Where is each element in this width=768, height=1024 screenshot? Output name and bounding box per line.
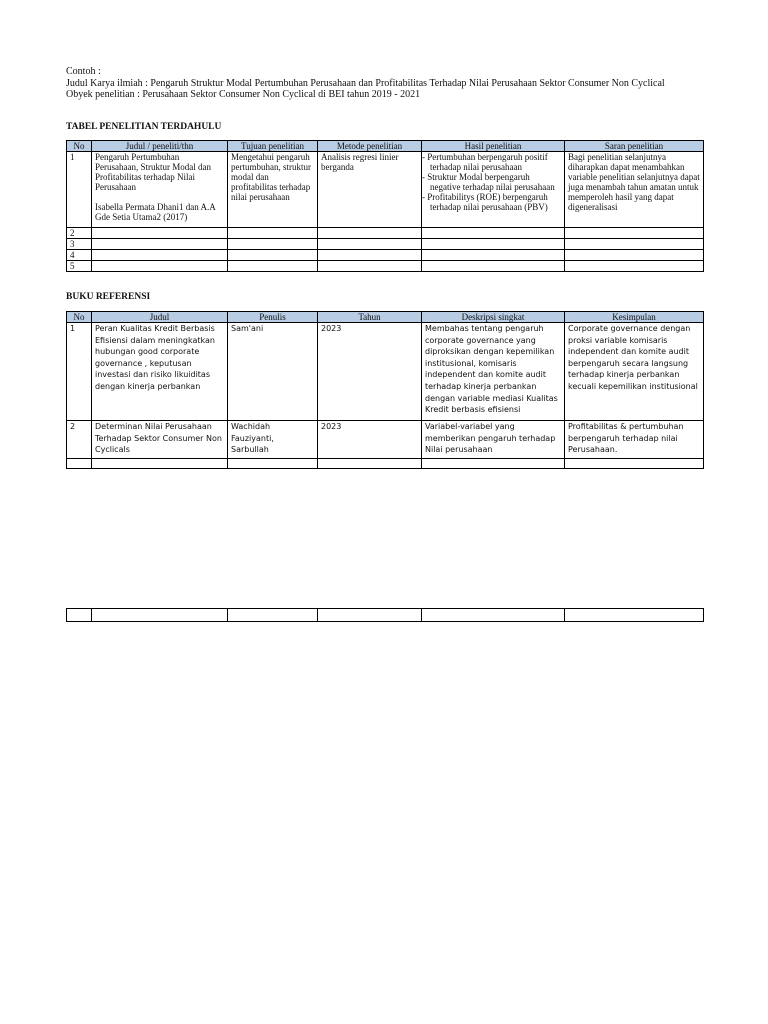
header-no: No — [67, 141, 92, 152]
table-row — [67, 152, 704, 228]
cell-no: 5 — [67, 261, 92, 272]
cell-judul — [92, 152, 228, 228]
cell-deskripsi: Variabel-variabel yang memberikan pengaruh terhadap Nilai perusahaan — [422, 421, 565, 459]
cell-penulis: Sam'ani — [228, 323, 318, 421]
cell-tujuan: Mengetahui pengaruh pertumbuhan, struktur modal dan profitabilitas terhadap nilai perusahaan — [228, 152, 318, 228]
result-item-cont: negative terhadap nilai perusahaan — [430, 182, 555, 192]
cell-kesimpulan: Profitabilitas & pertumbuhan berpengaruh terhadap nilai Perusahaan. — [565, 421, 704, 459]
cell-tahun: 2023 — [318, 421, 422, 459]
cell-no: 2 — [67, 421, 92, 459]
table-row — [67, 459, 704, 469]
result-item-cont: terhadap nilai perusahaan — [430, 162, 522, 172]
research-title: Pengaruh Pertumbuhan Perusahaan, Struktur Modal dan Profitabilitas terhadap Nilai Perusahaan — [95, 152, 211, 192]
table-row — [67, 261, 704, 272]
cell-penulis: Wachidah Fauziyanti, Sarbullah — [228, 421, 318, 459]
header-judul: Judul — [92, 312, 228, 323]
header-saran: Saran penelitian — [565, 141, 704, 152]
result-item: - Struktur Modal berpengaruh — [422, 172, 530, 182]
previous-research-table — [66, 140, 704, 272]
header-kesimpulan: Kesimpulan — [565, 312, 704, 323]
cell-metode: Analisis regresi linier berganda — [318, 152, 422, 228]
table-row — [67, 421, 704, 459]
reference-books-table — [66, 311, 704, 469]
cell-deskripsi: Membahas tentang pengaruh corporate governance yang diproksikan dengan kepemilikan institusional, komisaris independent dan komite audit terhadap kinerja perbankan dengan variable mediasi Kualitas Kredit berbasis efisiensi — [422, 323, 565, 421]
cell-no: 1 — [67, 152, 92, 228]
intro-object-line: Obyek penelitian : Perusahaan Sektor Consumer Non Cyclical di BEI tahun 2019 - 2021 — [66, 89, 421, 100]
table-row — [67, 323, 704, 421]
header-judul: Judul / peneliti/thn — [92, 141, 228, 152]
result-item: - Pertumbuhan berpengaruh positif — [422, 152, 548, 162]
table2-title: BUKU REFERENSI — [66, 292, 151, 302]
table-row — [67, 609, 704, 622]
table-header-row — [67, 312, 704, 323]
header-tahun: Tahun — [318, 312, 422, 323]
cell-kesimpulan: Corporate governance dengan proksi variable komisaris independent dan komite audit berpengaruh secara langsung terhadap kinerja perbankan kecuali kepemilikan institusional — [565, 323, 704, 421]
intro-title-line: Judul Karya ilmiah : Pengaruh Struktur Modal Pertumbuhan Perusahaan dan Profitabilitas Terhadap Nilai Perusahaan Sektor Consumer Non Cyclical — [66, 77, 665, 89]
header-tujuan: Tujuan penelitian — [228, 141, 318, 152]
extra-empty-table — [66, 608, 704, 622]
cell-saran: Bagi penelitian selanjutnya diharapkan dapat menambahkan variable penelitian selanjutnya dapat juga menambah tahun amatan untuk memperoleh hasil yang dapat digeneralisasi — [565, 152, 704, 228]
cell-no: 1 — [67, 323, 92, 421]
result-item-cont: terhadap nilai perusahaan (PBV) — [430, 202, 548, 212]
header-metode: Metode penelitian — [318, 141, 422, 152]
intro-label: Contoh : — [66, 66, 101, 77]
intro-block — [66, 66, 665, 101]
cell-judul: Determinan Nilai Perusahaan Terhadap Sektor Consumer Non Cyclicals — [92, 421, 228, 459]
table1-title: TABEL PENELITIAN TERDAHULU — [66, 122, 222, 132]
result-item: - Profitabilitys (ROE) berpengaruh — [422, 192, 548, 202]
table-header-row — [67, 141, 704, 152]
cell-tahun: 2023 — [318, 323, 422, 421]
header-no: No — [67, 312, 92, 323]
cell-hasil — [422, 152, 565, 228]
header-deskripsi: Deskripsi singkat — [422, 312, 565, 323]
research-authors: Isabella Permata Dhani1 dan A.A Gde Setia Utama2 (2017) — [95, 202, 216, 222]
cell-no: 3 — [67, 239, 92, 250]
cell-no: 2 — [67, 228, 92, 239]
table-row — [67, 250, 704, 261]
cell-judul: Peran Kualitas Kredit Berbasis Efisiensi dalam meningkatkan hubungan good corporate governance , keputusan investasi dan risiko likuiditas dengan kinerja perbankan — [92, 323, 228, 421]
header-penulis: Penulis — [228, 312, 318, 323]
header-hasil: Hasil penelitian — [422, 141, 565, 152]
cell-no: 4 — [67, 250, 92, 261]
table-row — [67, 228, 704, 239]
table-row — [67, 239, 704, 250]
